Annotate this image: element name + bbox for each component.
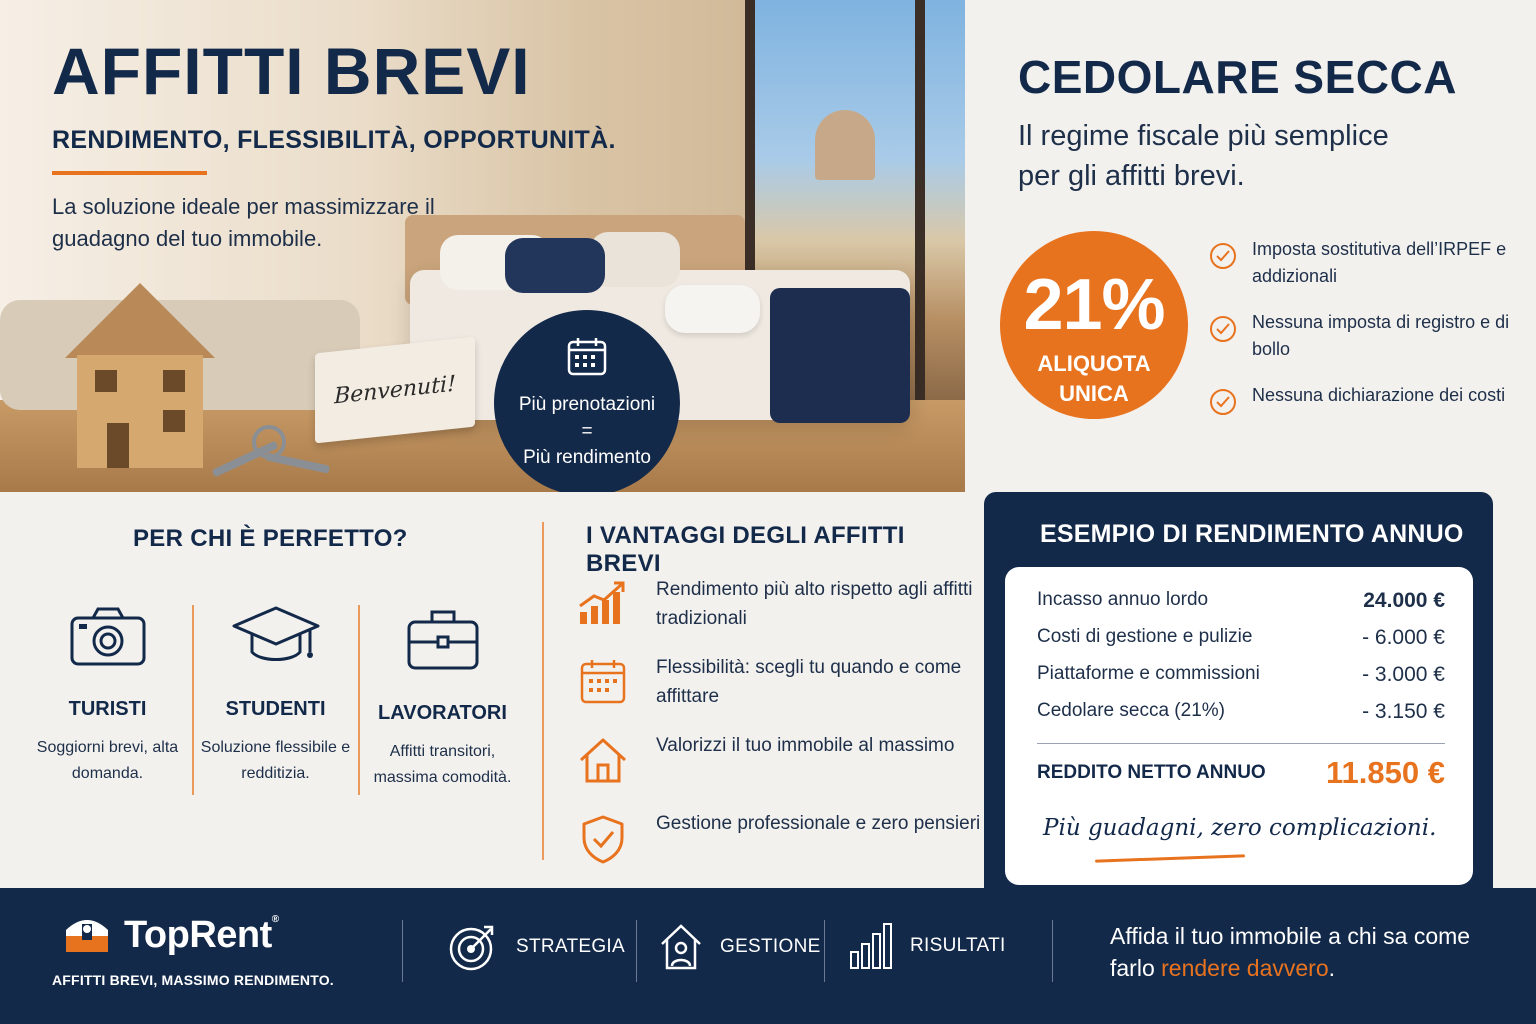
yield-row-value: - 3.000 € [1362, 663, 1445, 686]
yield-row-value: - 3.150 € [1362, 700, 1445, 723]
footer-divider [402, 920, 403, 982]
benefit-text: Nessuna imposta di registro e di bollo [1252, 312, 1510, 359]
card-tagline: Più guadagni, zero complicazioni. [1043, 815, 1437, 841]
advantage-item [578, 658, 985, 711]
section-divider [542, 522, 544, 860]
audience-item-studenti [193, 604, 358, 788]
cedolare-section [965, 0, 1536, 492]
net-income-row [1037, 755, 1445, 791]
footer-item-label: RISULTATI [910, 935, 1006, 956]
audience-label: TURISTI [68, 698, 147, 720]
rate-circle [1000, 231, 1188, 419]
footer-divider [824, 920, 825, 982]
briefcase-icon [406, 604, 480, 672]
house-window [163, 410, 185, 432]
footer-divider [636, 920, 637, 982]
yield-row [1037, 589, 1445, 613]
rolled-towels [665, 285, 760, 333]
check-circle-icon [1210, 316, 1236, 342]
house-person-icon [660, 922, 702, 972]
footer-item-gestione [660, 922, 821, 972]
blanket [770, 288, 910, 423]
audience-description: Affitti transitori, massima comodità. [373, 743, 512, 787]
badge-line: = [581, 420, 593, 442]
badge-line: Più prenotazioni [518, 394, 656, 416]
net-income-label: REDDITO NETTO ANNUO [1037, 762, 1266, 783]
badge-line: Più rendimento [523, 447, 651, 469]
benefit-item [1210, 236, 1510, 290]
registered-mark: ® [271, 914, 279, 925]
brand-logo[interactable] [62, 914, 279, 957]
hero-description: La soluzione ideale per massimizzare il guadagno del tuo immobile. [52, 194, 435, 251]
benefit-item [1210, 382, 1510, 415]
advantage-item [578, 580, 985, 633]
graduation-cap-icon [230, 604, 322, 668]
growth-chart-icon [578, 580, 628, 626]
tagline-underline [1095, 854, 1245, 862]
hero-subtitle: RENDIMENTO, FLESSIBILITÀ, OPPORTUNITÀ. [52, 126, 616, 154]
footer-item-label: STRATEGIA [516, 936, 625, 957]
footer-item-strategia [448, 922, 625, 972]
audience-item-turisti [25, 604, 190, 788]
advantage-text: Flessibilità: scegli tu quando e come affittare [656, 657, 962, 707]
house-roof [65, 283, 215, 358]
footer-divider [1052, 920, 1053, 982]
yield-row [1037, 700, 1445, 724]
divider [1037, 743, 1445, 744]
footer-item-risultati [848, 922, 1006, 970]
shield-check-icon [578, 814, 628, 864]
advantages-title: I VANTAGGI DEGLI AFFITTI BREVI [586, 522, 905, 577]
house-window [163, 370, 185, 392]
cta-text: Affida il tuo immobile a chi sa come farlo [1110, 923, 1471, 982]
advantage-text: Valorizzi il tuo immobile al massimo [656, 735, 955, 756]
rate-value: 21% [1023, 265, 1165, 345]
accent-divider [52, 171, 207, 175]
rate-label: ALIQUOTA [1037, 351, 1151, 376]
yield-row [1037, 663, 1445, 687]
wooden-house-model [65, 283, 215, 468]
advantage-text: Rendimento più alto rispetto agli affitti tradizionali [656, 579, 973, 629]
house-body [77, 355, 203, 468]
camera-icon [69, 604, 147, 668]
advantage-item [578, 814, 980, 864]
welcome-sign: Benvenuti! [315, 337, 475, 444]
benefit-text: Imposta sostitutiva dell’IRPEF e addizionali [1252, 239, 1507, 286]
page-title: AFFITTI BREVI [52, 34, 531, 108]
bar-chart-icon [848, 922, 892, 970]
audience-title: PER CHI È PERFETTO? [133, 525, 408, 552]
calendar-icon [564, 334, 610, 380]
cathedral-dome [815, 110, 875, 180]
footer [0, 888, 1536, 1024]
bookings-badge [494, 310, 680, 492]
audience-description: Soluzione flessibile e redditizia. [200, 739, 351, 783]
key [265, 452, 330, 473]
brand-name-text: TopRent [124, 914, 272, 956]
toprent-logo-icon [62, 916, 112, 956]
house-icon [578, 736, 628, 784]
audience-description: Soggiorni brevi, alta domanda. [36, 739, 179, 783]
yield-card [1005, 567, 1473, 885]
target-icon [448, 922, 498, 972]
yield-row-label: Piattaforme e commissioni [1037, 663, 1260, 684]
benefit-item [1210, 309, 1510, 363]
house-window [95, 370, 117, 392]
advantage-text: Gestione professionale e zero pensieri [656, 813, 981, 834]
audience-item-lavoratori [360, 604, 525, 792]
advantage-item [578, 736, 954, 784]
yield-row-label: Costi di gestione e pulizie [1037, 626, 1253, 647]
benefit-text: Nessuna dichiarazione dei costi [1252, 385, 1506, 405]
rate-label: UNICA [1059, 380, 1129, 406]
check-circle-icon [1210, 389, 1236, 415]
advantages-section [545, 492, 985, 888]
yield-row-value: - 6.000 € [1362, 626, 1445, 649]
cedolare-subtitle: Il regime fiscale più semplice per gli affitti brevi. [1018, 120, 1389, 193]
yield-example-section [984, 492, 1493, 888]
window-frame [915, 0, 925, 400]
cta-text-end: . [1328, 955, 1336, 982]
footer-item-label: GESTIONE [720, 936, 821, 957]
hero-photo-section [0, 0, 965, 492]
cedolare-title: CEDOLARE SECCA [1018, 51, 1457, 103]
calendar-icon [578, 658, 628, 704]
brand-name [124, 914, 279, 957]
cta-highlight: rendere davvero [1161, 955, 1329, 982]
net-income-value: 11.850 € [1326, 755, 1445, 790]
house-door [107, 423, 129, 468]
yield-row-label: Incasso annuo lordo [1037, 589, 1209, 610]
benefit-list [1210, 236, 1510, 434]
yield-row-label: Cedolare secca (21%) [1037, 700, 1225, 721]
check-circle-icon [1210, 243, 1236, 269]
brand-tagline: AFFITTI BREVI, MASSIMO RENDIMENTO. [52, 972, 334, 988]
yield-row-value: 24.000 € [1363, 589, 1445, 612]
hero-text-block [52, 34, 692, 255]
keys-icon [210, 425, 330, 475]
footer-cta [1110, 920, 1490, 984]
audience-label: LAVORATORI [378, 702, 507, 724]
audience-label: STUDENTI [225, 698, 326, 720]
audience-section [0, 492, 540, 888]
yield-row [1037, 626, 1445, 650]
yield-example-title: ESEMPIO DI RENDIMENTO ANNUO [1040, 520, 1464, 548]
